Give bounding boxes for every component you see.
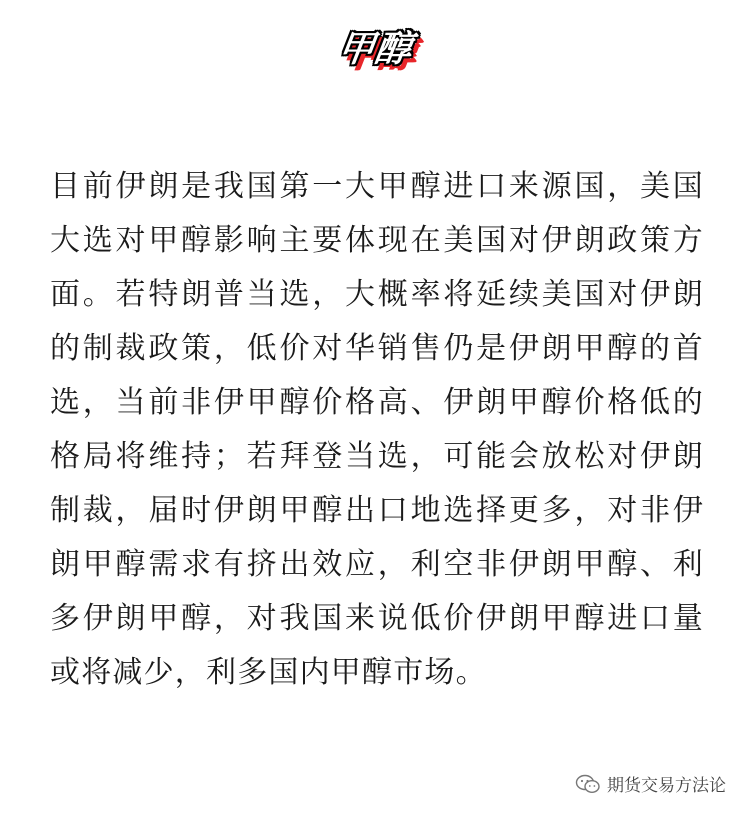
heading-container	[0, 22, 750, 78]
article-paragraph: 目前伊朗是我国第一大甲醇进口来源国，美国大选对甲醇影响主要体现在美国对伊朗政策方面。若特朗普当选，大概率将延续美国对伊朗的制裁政策，低价对华销售仍是伊朗甲醇的首选，当前非伊甲醇价格高、伊朗甲醇价格低的格局将维持；若拜登当选，可能会放松对伊朗制裁，届时伊朗甲醇出口地选择更多，对非伊朗甲醇需求有挤出效应，利空非伊朗甲醇、利多伊朗甲醇，对我国来说低价伊朗甲醇进口量或将减少，利多国内甲醇市场。	[50, 169, 704, 690]
watermark-text: 期货交易方法论	[607, 776, 726, 796]
wechat-icon	[575, 774, 601, 794]
section-heading: 甲醇	[335, 29, 415, 70]
watermark	[575, 771, 726, 796]
